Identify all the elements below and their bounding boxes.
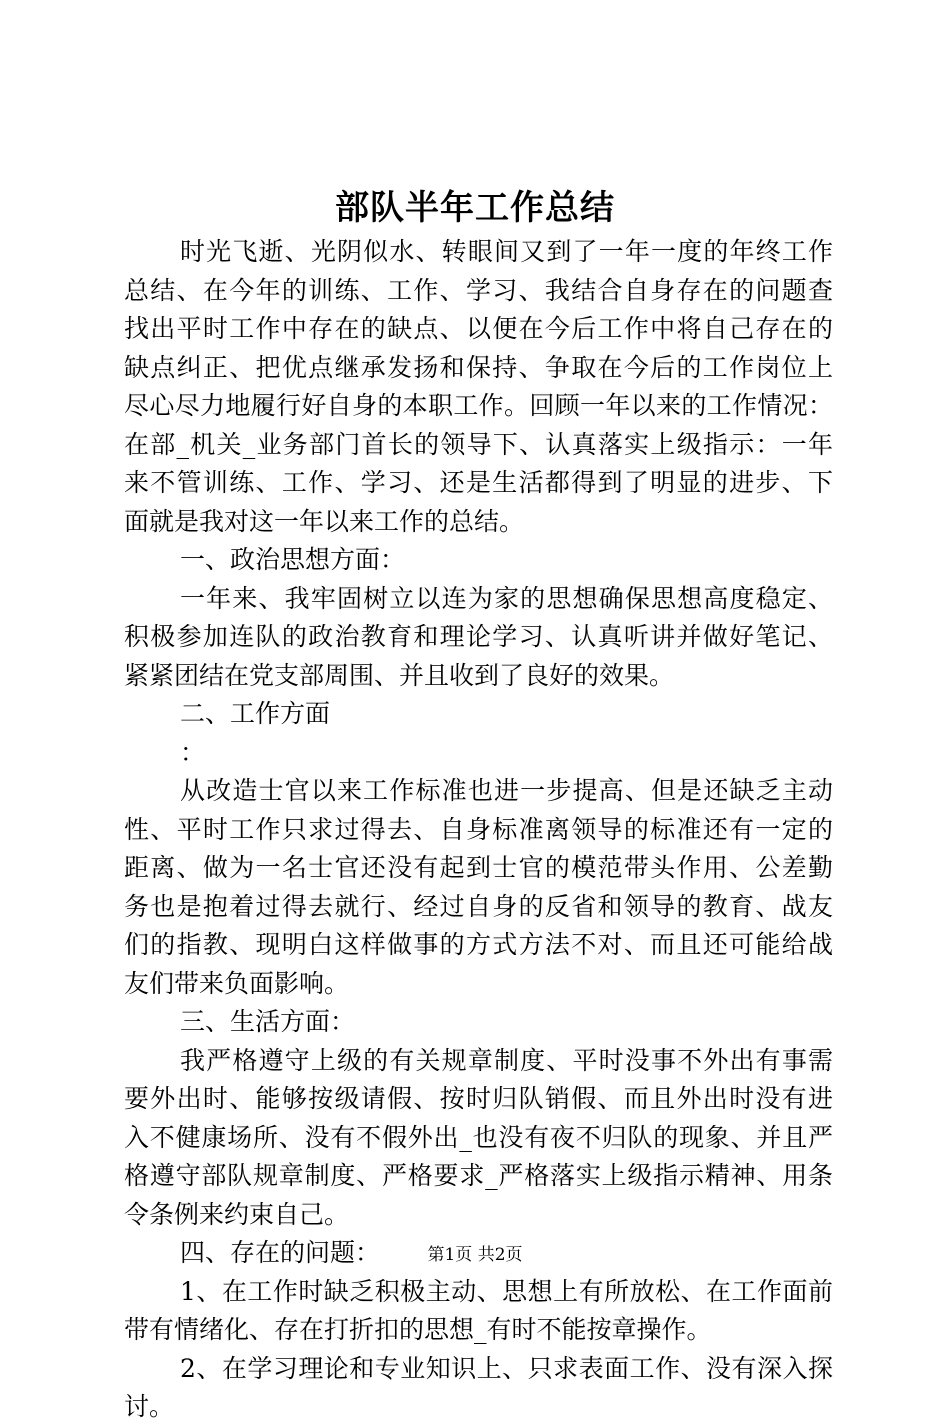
section-heading: 四、存在的问题： [180,1238,381,1267]
text-line: 缺点纠正、把优点继承发扬和保持、争取在今后的工作岗位上 [124,352,833,382]
text-line: 时光飞逝、光阴似水、转眼间又到了一年一度的年终工作 [180,237,833,266]
text-line: 来不管训练、工作、学习、还是生活都得到了明显的进步、下 [124,468,833,497]
text-line: 总结、在今年的训练、工作、学习、我结合自身存在的问题查 [124,275,833,305]
text-line: 入不健康场所、没有不假外出_也没有夜不归队的现象、并且严 [124,1122,833,1152]
text-line: 一年来、我牢固树立以连为家的思想确保思想高度稳定、 [180,583,833,613]
text-line: 紧紧团结在党支部周围、并且收到了良好的效果。 [124,660,675,690]
text-line: 带有情绪化、存在打折扣的思想_有时不能按章操作。 [124,1315,712,1344]
section-heading: 三、生活方面： [180,1007,356,1036]
text-line: 从改造士官以来工作标准也进一步提高、但是还缺乏主动 [180,776,833,805]
text-line: 找出平时工作中存在的缺点、以便在今后工作中将自己存在的 [124,314,833,343]
text-line: 积极参加连队的政治教育和理论学习、认真听讲并做好笔记、 [124,622,833,651]
text-line: 2、在学习理论和专业知识上、只求表面工作、没有深入探 [180,1353,833,1383]
text-line: 友们带来负面影响。 [124,968,350,998]
section-heading: 二、工作方面 [180,699,331,728]
text-line: 1、在工作时缺乏积极主动、思想上有所放松、在工作面前 [180,1276,833,1306]
text-line: 距离、做为一名士官还没有起到士官的模范带头作用、公差勤 [124,853,833,882]
text-line: 面就是我对这一年以来工作的总结。 [124,506,525,536]
text-line: 务也是抱着过得去就行、经过自身的反省和领导的教育、战友 [124,891,833,921]
document-title: 部队半年工作总结 [335,188,615,228]
text-line: 要外出时、能够按级请假、按时归队销假、而且外出时没有进 [124,1084,833,1113]
text-line: 性、平时工作只求过得去、自身标准离领导的标准还有一定的 [124,814,833,844]
text-line: 令条例来约束自己。 [124,1199,350,1229]
text-line: 尽心尽力地履行好自身的本职工作。回顾一年以来的工作情况： [124,391,833,420]
section-heading: 一、政治思想方面： [180,545,406,574]
text-line: 格遵守部队规章制度、严格要求_严格落实上级指示精神、用条 [124,1161,833,1190]
page-footer: 第1页 共2页 [427,1245,523,1265]
text-line: 讨。 [124,1392,175,1421]
text-line: 在部_机关_业务部门首长的领导下、认真落实上级指示：一年 [124,429,833,459]
text-line: 我严格遵守上级的有关规章制度、平时没事不外出有事需 [180,1045,833,1075]
text-line: ： [180,737,206,767]
text-line: 们的指教、现明白这样做事的方式方法不对、而且还可能给战 [124,930,833,959]
